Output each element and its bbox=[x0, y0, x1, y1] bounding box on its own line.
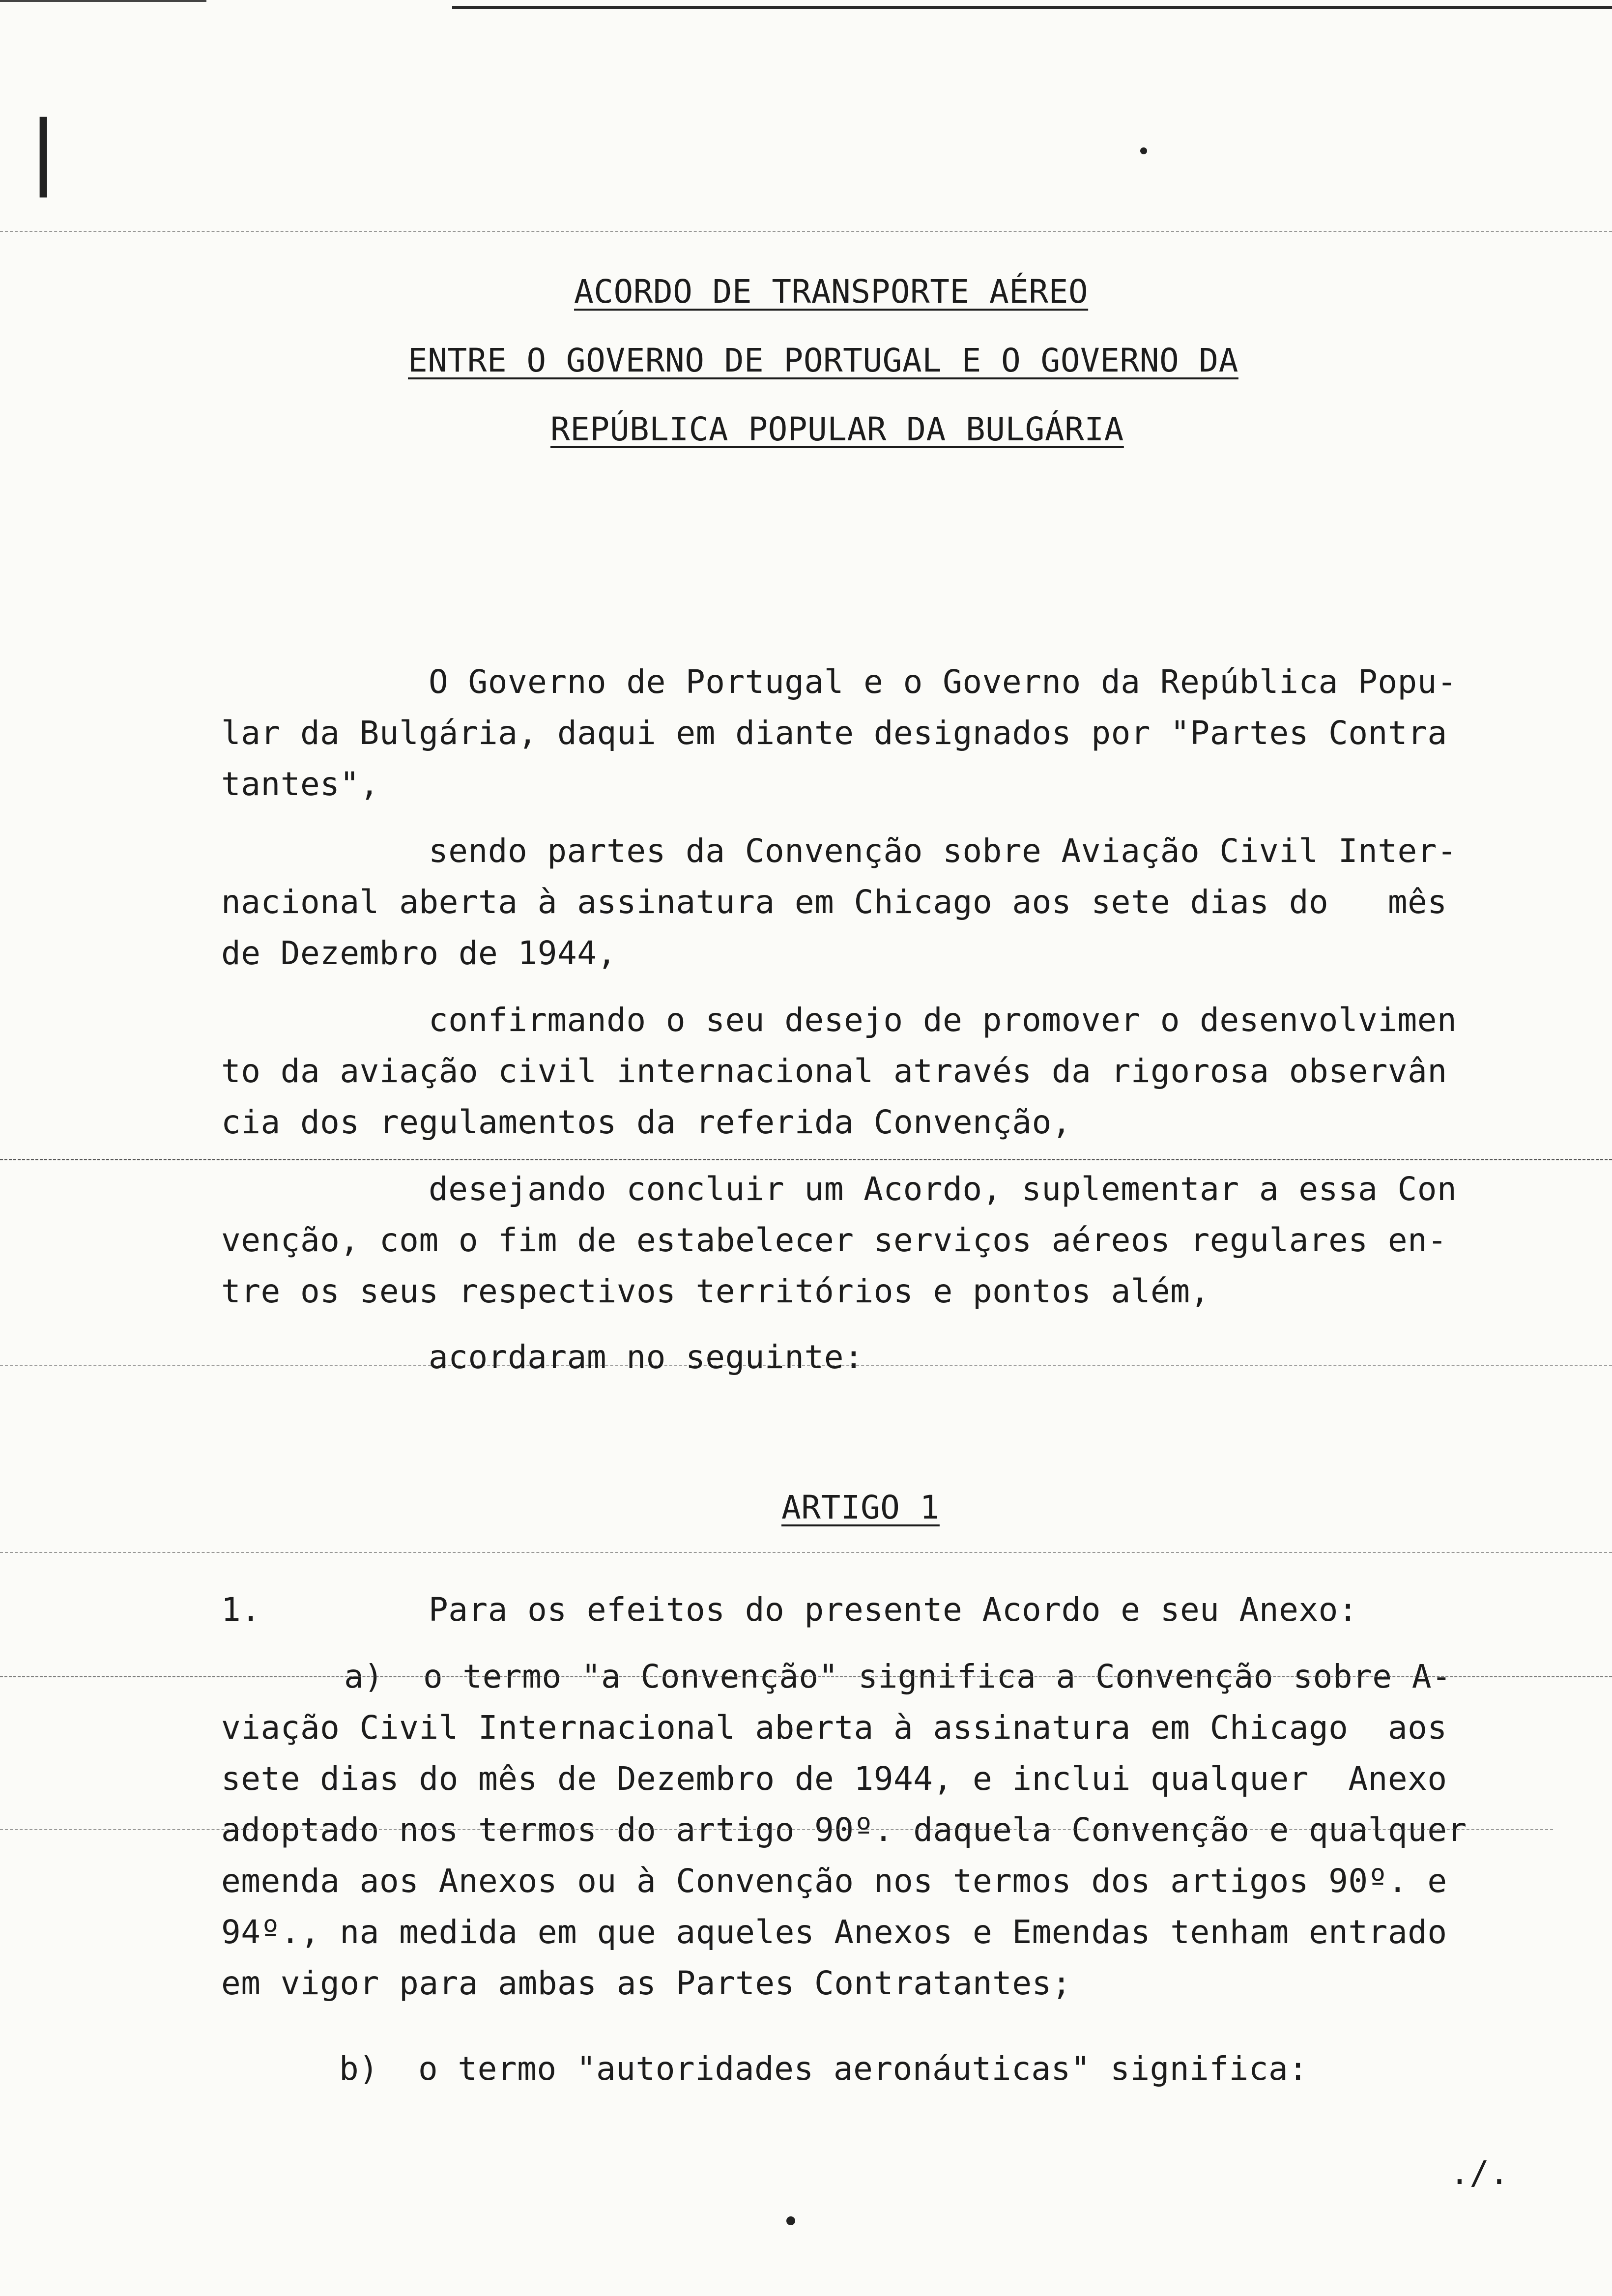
speck bbox=[1140, 147, 1147, 154]
preamble-line: to da aviação civil internacional através da rigorosa observân bbox=[221, 1052, 1447, 1090]
article-heading: ARTIGO 1 bbox=[781, 1489, 940, 1526]
clause-a-line: emenda aos Anexos ou à Convenção nos termos dos artigos 90º. e bbox=[221, 1862, 1447, 1900]
clause-a-line: adoptado nos termos do artigo 90º. daquela Convenção e qualquer bbox=[221, 1811, 1467, 1849]
continuation-mark: ./. bbox=[1450, 2154, 1509, 2192]
scan-line bbox=[0, 1159, 1612, 1160]
scan-line bbox=[0, 1829, 1553, 1830]
preamble-line: cia dos regulamentos da referida Convenção, bbox=[221, 1103, 1072, 1141]
clause-a-line: a) o termo "a Convenção" significa a Convenção sobre A- bbox=[344, 1658, 1452, 1695]
preamble-line: nacional aberta à assinatura em Chicago aos sete dias do mês bbox=[221, 883, 1447, 921]
binding-mark: ❘ bbox=[14, 95, 73, 209]
preamble-line: venção, com o fim de estabelecer serviços aéreos regulares en- bbox=[221, 1221, 1447, 1259]
clause-a-line: viação Civil Internacional aberta à assinatura em Chicago aos bbox=[221, 1709, 1447, 1747]
speck bbox=[786, 2216, 795, 2225]
scan-line bbox=[0, 1552, 1612, 1553]
top-rule bbox=[452, 6, 1612, 9]
preamble-line: tre os seus respectivos territórios e pontos além, bbox=[221, 1272, 1210, 1310]
preamble-line: desejando concluir um Acordo, suplementar a essa Con bbox=[429, 1170, 1457, 1208]
title-line-2: ENTRE O GOVERNO DE PORTUGAL E O GOVERNO DA bbox=[408, 342, 1238, 379]
strike-line bbox=[0, 1676, 1612, 1677]
title-line-3: REPÚBLICA POPULAR DA BULGÁRIA bbox=[550, 410, 1124, 448]
article-intro: Para os efeitos do presente Acordo e seu Anexo: bbox=[429, 1591, 1358, 1629]
top-left-rule bbox=[0, 0, 206, 2]
title-line-1: ACORDO DE TRANSPORTE AÉREO bbox=[574, 273, 1089, 311]
clause-a-line: em vigor para ambas as Partes Contratantes; bbox=[221, 1964, 1072, 2002]
scan-line bbox=[0, 231, 1612, 232]
preamble-line: confirmando o seu desejo de promover o desenvolvimen bbox=[429, 1001, 1457, 1039]
clause-b-line: b) o termo "autoridades aeronáuticas" significa: bbox=[339, 2050, 1308, 2088]
preamble-line: sendo partes da Convenção sobre Aviação Civil Inter- bbox=[429, 832, 1457, 870]
clause-a-line: 94º., na medida em que aqueles Anexos e Emendas tenham entrado bbox=[221, 1913, 1447, 1951]
preamble-line: tantes", bbox=[221, 765, 379, 803]
preamble-line: lar da Bulgária, daqui em diante designados por "Partes Contra bbox=[221, 714, 1447, 752]
article-number: 1. bbox=[221, 1591, 261, 1629]
preamble-line: acordaram no seguinte: bbox=[429, 1338, 864, 1376]
clause-a-line: sete dias do mês de Dezembro de 1944, e inclui qualquer Anexo bbox=[221, 1760, 1447, 1798]
preamble-line: O Governo de Portugal e o Governo da República Popu- bbox=[429, 663, 1457, 701]
preamble-line: de Dezembro de 1944, bbox=[221, 934, 617, 972]
